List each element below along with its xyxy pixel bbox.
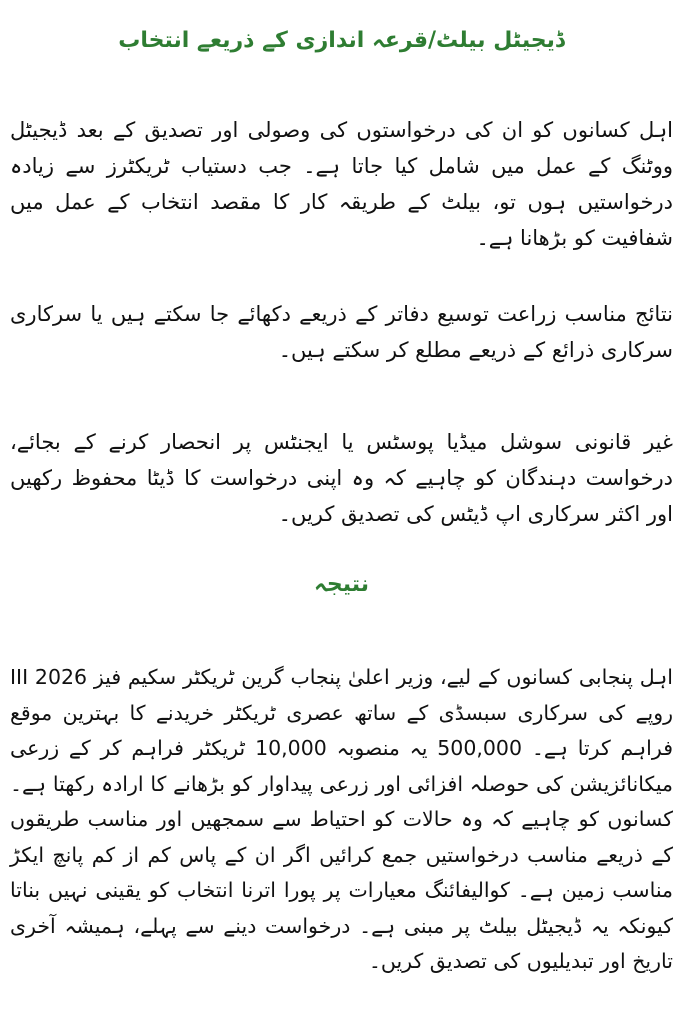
paragraph-official-updates: غیر قانونی سوشل میڈیا پوسٹس یا ایجنٹس پر انحصار کرنے کے بجائے، درخواست دہندگان کو چاہیے کہ وہ اپنی درخواست کا ڈیٹا محفوظ رکھیں اور اکثر سرکاری اپ ڈیٹس کی تصدیق کریں۔ <box>10 430 673 526</box>
paragraph-results-notice: نتائج مناسب زراعت توسیع دفاتر کے ذریعے دکھائے جا سکتے ہیں یا سرکاری سرکاری ذرائع کے ذریعے مطلع کر سکتے ہیں۔ <box>10 302 673 362</box>
paragraph-conclusion: اہل پنجابی کسانوں کے لیے، وزیر اعلیٰ پنجاب گرین ٹریکٹر سکیم فیز III 2026 روپے کی سرکاری سبسڈی کے ساتھ عصری ٹریکٹر خریدنے کا بہترین موقع فراہم کرتا ہے۔ 500,000 یہ منصوبہ 10,000 ٹریکٹر فراہم کر کے زرعی میکانائزیشن کی حوصلہ افزائی اور زرعی پیداوار کو بڑھانے کا ارادہ رکھتا ہے۔ کسانوں کو چاہیے کہ وہ حالات کو احتیاط سے سمجھیں اور مناسب طریقوں کے ذریعے مناسب درخواستیں جمع کرائیں اگر ان کے پاس کم از کم پانچ ایکڑ مناسب زمین ہے۔ کوالیفائنگ معیارات پر پورا اترنا انتخاب کو یقینی نہیں بناتا کیونکہ یہ ڈیجیٹل بیلٹ پر مبنی ہے۔ درخواست دینے سے پہلے، ہمیشہ آخری تاریخ اور تبدیلیوں کی تصدیق کریں۔ <box>10 665 673 973</box>
paragraph-digital-selection: اہل کسانوں کو ان کی درخواستوں کی وصولی اور تصدیق کے بعد ڈیجیٹل ووٹنگ کے عمل میں شامل کیا جاتا ہے۔ جب دستیاب ٹریکٹرز سے زیادہ درخواستیں ہوں تو، بیلٹ کے طریقہ کار کا مقصد انتخاب کے عمل میں شفافیت کو بڑھانا ہے۔ <box>10 118 673 250</box>
section-title: ڈیجیٹل بیلٹ/قرعہ اندازی کے ذریعے انتخاب <box>118 28 565 53</box>
result-heading: نتیجہ <box>314 572 369 597</box>
